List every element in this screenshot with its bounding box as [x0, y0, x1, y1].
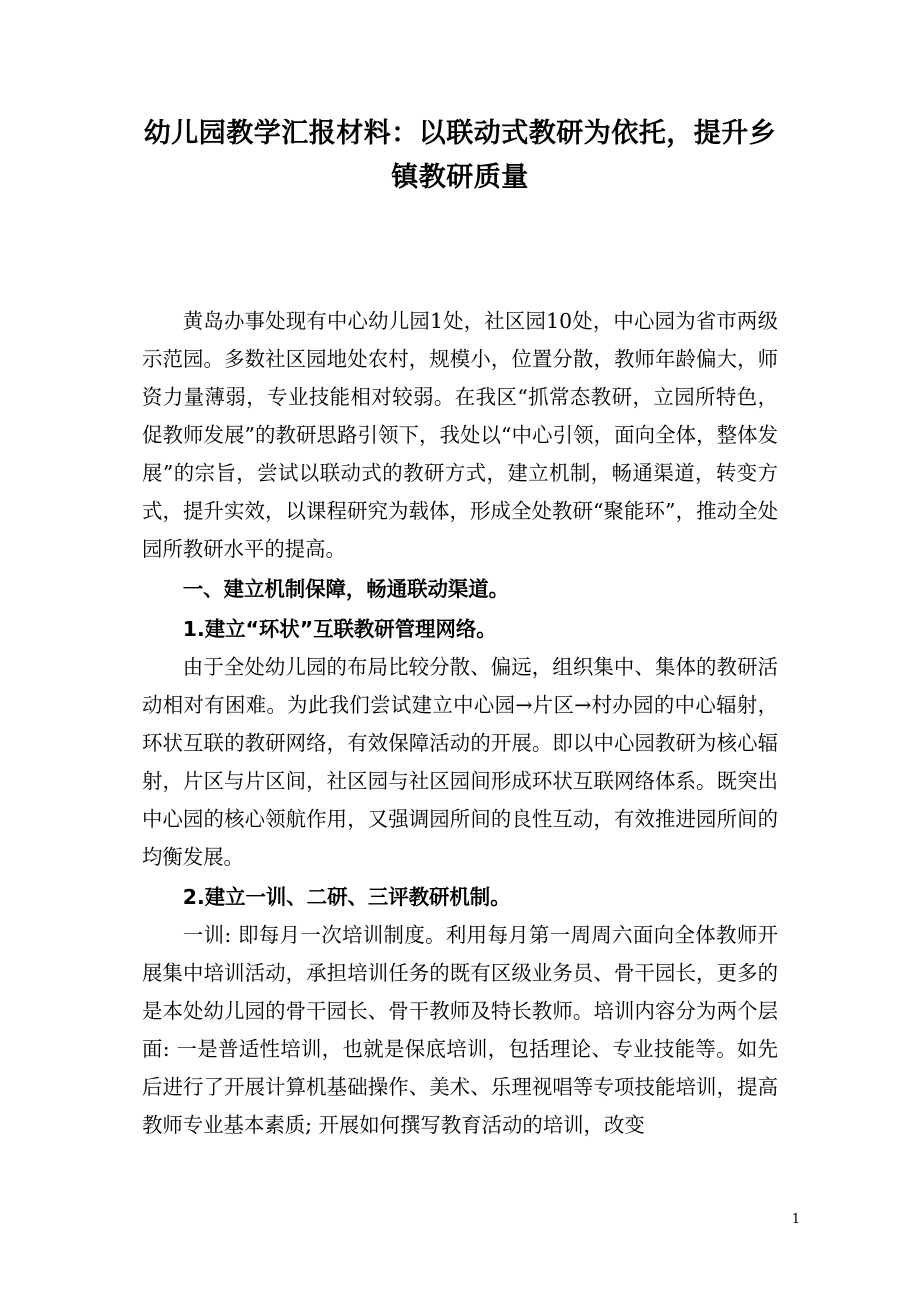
subsection-heading-1: 1.建立“环状”互联教研管理网络。 [182, 617, 497, 641]
title-line-1: 幼儿园教学汇报材料：以联动式教研为依托，提升乡 [143, 118, 777, 149]
body-paragraph-network: 由于全处幼儿园的布局比较分散、偏远，组织集中、集体的教研活动相对有困难。为此我们尝试建立中心园→片区→村办园的中心辐射，环状互联的教研网络，有效保障活动的开展。即以中心园教研为核心辐射，片区与片区间，社区园与社区园间形成环状互联网络体系。既突出中心园的核心领航作用，又强调园所间的良性互动，有效推进园所间的均衡发展。 [142, 655, 778, 869]
section-heading-1: 一、建立机制保障，畅通联动渠道。 [182, 577, 510, 601]
body-paragraph-training: 一训: 即每月一次培训制度。利用每月第一周周六面向全体教师开展集中培训活动，承担培训任务的既有区级业务员、骨干园长，更多的是本处幼儿园的骨干园长、骨干教师及特长教师。培训内容分为两个层面: 一是普适性培训，也就是保底培训，包括理论、专业技能等。如先后进行了开展计算机基础操作、美术、乐理视唱等专项技能培训，提高教师专业基本素质; 开展如何撰写教育活动的培训，改变 [142, 923, 778, 1137]
title-line-2: 镇教研质量 [391, 162, 529, 193]
intro-paragraph: 黄岛办事处现有中心幼儿园1处，社区园10处，中心园为省市两级示范园。多数社区园地处农村，规模小，位置分散，教师年龄偏大，师资力量薄弱，专业技能相对较弱。在我区“抓常态教研，立园所特色，促教师发展”的教研思路引领下，我处以“中心引领，面向全体，整体发展”的宗旨，尝试以联动式的教研方式，建立机制，畅通渠道，转变方式，提升实效，以课程研究为载体，形成全处教研“聚能环”，推动全处园所教研水平的提高。 [142, 309, 778, 561]
document-title [120, 112, 800, 200]
subsection-heading-2: 2.建立一训、二研、三评教研机制。 [182, 885, 511, 909]
page-number: 1 [791, 1212, 800, 1227]
document-body [142, 302, 778, 1144]
